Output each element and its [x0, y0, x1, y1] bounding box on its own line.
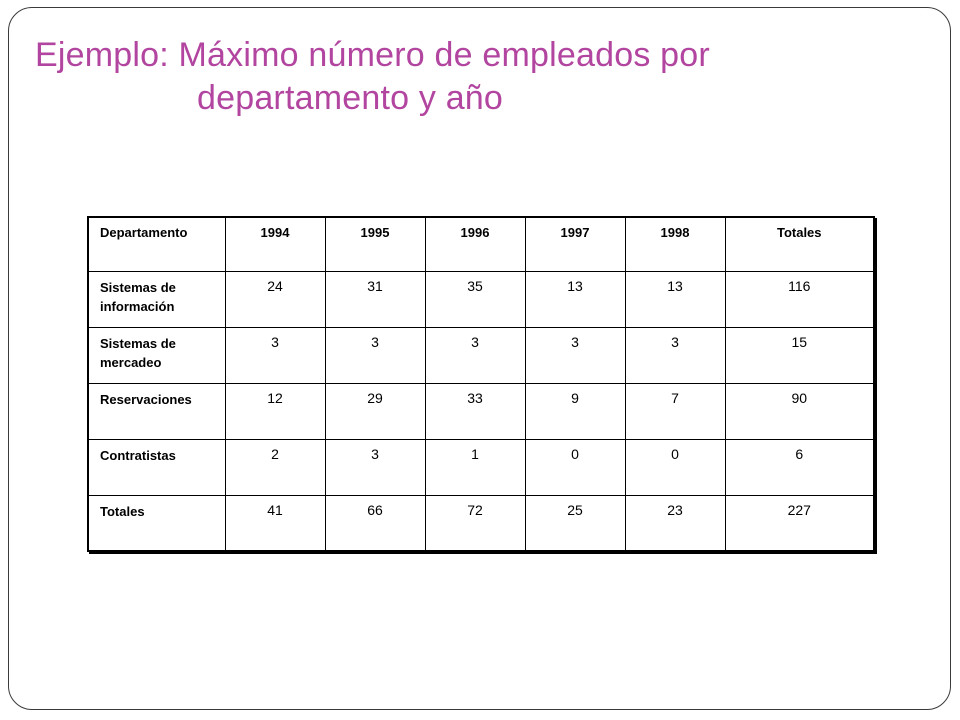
table-cell: 15 — [725, 327, 874, 383]
table-cell: 6 — [725, 439, 874, 495]
table-cell: 116 — [725, 271, 874, 327]
table-cell: 31 — [325, 271, 425, 327]
table-cell: 3 — [425, 327, 525, 383]
table-row — [88, 271, 874, 327]
table-cell: 0 — [625, 439, 725, 495]
table-cell: 9 — [525, 383, 625, 439]
table-cell: 29 — [325, 383, 425, 439]
table-row — [88, 327, 874, 383]
header-1994: 1994 — [225, 217, 325, 271]
table-row — [88, 439, 874, 495]
header-1997: 1997 — [525, 217, 625, 271]
header-totales: Totales — [725, 217, 874, 271]
table-cell: 227 — [725, 495, 874, 551]
table-cell: 23 — [625, 495, 725, 551]
table-cell: 66 — [325, 495, 425, 551]
table-cell: 1 — [425, 439, 525, 495]
table-row-totals — [88, 495, 874, 551]
table-cell: 13 — [625, 271, 725, 327]
title-line-1: Ejemplo: Máximo número de empleados por — [35, 36, 710, 74]
table-cell: 3 — [525, 327, 625, 383]
table-header-row — [88, 217, 874, 271]
employees-table — [87, 216, 875, 552]
table-cell: 3 — [225, 327, 325, 383]
header-1996: 1996 — [425, 217, 525, 271]
table-row — [88, 383, 874, 439]
row-label: Sistemas de información — [88, 271, 225, 327]
table-cell: 3 — [325, 327, 425, 383]
table-cell: 35 — [425, 271, 525, 327]
header-departamento: Departamento — [88, 217, 225, 271]
table-cell: 24 — [225, 271, 325, 327]
table-cell: 41 — [225, 495, 325, 551]
row-label: Totales — [88, 495, 225, 551]
table-cell: 13 — [525, 271, 625, 327]
table-cell: 3 — [325, 439, 425, 495]
header-1998: 1998 — [625, 217, 725, 271]
table-cell: 12 — [225, 383, 325, 439]
table-cell: 0 — [525, 439, 625, 495]
table-cell: 72 — [425, 495, 525, 551]
header-1995: 1995 — [325, 217, 425, 271]
row-label: Contratistas — [88, 439, 225, 495]
row-label: Sistemas de mercadeo — [88, 327, 225, 383]
row-label: Reservaciones — [88, 383, 225, 439]
table-cell: 25 — [525, 495, 625, 551]
table-cell: 33 — [425, 383, 525, 439]
table-cell: 7 — [625, 383, 725, 439]
table-cell: 2 — [225, 439, 325, 495]
table-cell: 3 — [625, 327, 725, 383]
table-cell: 90 — [725, 383, 874, 439]
title-line-2: departamento y año — [197, 79, 504, 117]
slide-title — [35, 34, 915, 120]
